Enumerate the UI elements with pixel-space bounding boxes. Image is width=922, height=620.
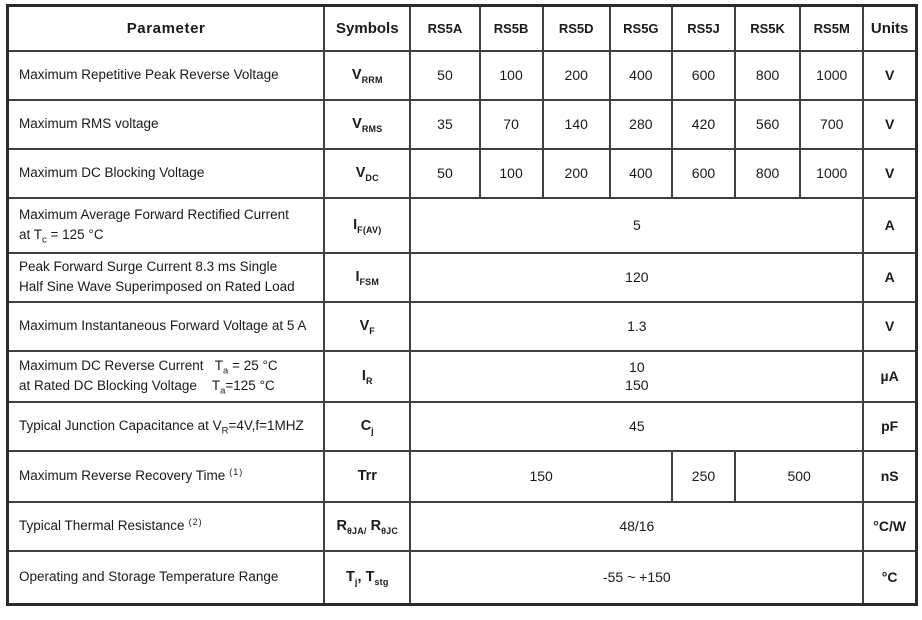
row-cj (8, 402, 917, 451)
value-cell: 600 (672, 51, 735, 100)
col-header-model-rs5m: RS5M (800, 6, 863, 51)
value-cell: 35 (410, 100, 479, 149)
value-cell: 70 (480, 100, 543, 149)
param-cell: Maximum DC Reverse Current $T_a = 25$ °C at Rated DC Blocking Voltage $T_a=125$ °C (8, 351, 325, 402)
row-ifsm (8, 253, 917, 302)
col-header-model-rs5k: RS5K (735, 6, 800, 51)
symbol-cell: $V_{DC}$ (324, 149, 410, 198)
unit-cell: µA (863, 351, 916, 402)
symbol-cell: $V_{RMS}$ (324, 100, 410, 149)
col-header-model-rs5b: RS5B (480, 6, 543, 51)
value-cell: 200 (543, 51, 610, 100)
value-cell: 50 (410, 51, 479, 100)
unit-cell: V (863, 302, 916, 351)
param-cell: Maximum Reverse Recovery Time $^{(1)}$ (8, 451, 325, 502)
value-cell-span: 5 (410, 198, 863, 253)
value-cell-span: 10 150 (410, 351, 863, 402)
value-cell: 400 (610, 149, 672, 198)
param-cell: Operating and Storage Temperature Range (8, 551, 325, 605)
param-cell: Typical Junction Capacitance at $V_R=4V,f=1MHZ$ (8, 402, 325, 451)
unit-cell: V (863, 100, 916, 149)
row-trr (8, 451, 917, 502)
value-cell-span: 45 (410, 402, 863, 451)
value-cell: 100 (480, 51, 543, 100)
value-cell: 250 (672, 451, 735, 502)
param-cell: Maximum RMS voltage (8, 100, 325, 149)
col-header-model-rs5a: RS5A (410, 6, 479, 51)
row-vf (8, 302, 917, 351)
value-cell-span: 120 (410, 253, 863, 302)
unit-cell: A (863, 198, 916, 253)
col-header-model-rs5g: RS5G (610, 6, 672, 51)
footnote-2-marker: (2) (188, 516, 203, 527)
symbol-cell: $C_j$ (324, 402, 410, 451)
unit-cell: °C/W (863, 502, 916, 551)
unit-cell: A (863, 253, 916, 302)
value-cell: 560 (735, 100, 800, 149)
param-cell: Maximum Average Forward Rectified Current at $T_c = 125$ °C (8, 198, 325, 253)
param-cell: Peak Forward Surge Current 8.3 ms Single Half Sine Wave Superimposed on Rated Load (8, 253, 325, 302)
col-header-units: Units (863, 6, 916, 51)
symbol-cell: $R_{\theta JA/}$ $R_{\theta JC}$ (324, 502, 410, 551)
col-header-parameter: Parameter (8, 6, 325, 51)
row-vrrm (8, 51, 917, 100)
value-cell: 100 (480, 149, 543, 198)
value-cell: 400 (610, 51, 672, 100)
footnote-1-marker: (1) (229, 466, 244, 477)
unit-cell: V (863, 51, 916, 100)
param-cell: Maximum Repetitive Peak Reverse Voltage (8, 51, 325, 100)
value-cell-span: 48/16 (410, 502, 863, 551)
unit-cell: pF (863, 402, 916, 451)
value-cell: 800 (735, 149, 800, 198)
symbol-cell: $I_R$ (324, 351, 410, 402)
unit-cell: nS (863, 451, 916, 502)
header-row (8, 6, 917, 51)
value-cell-span: 150 (410, 451, 672, 502)
symbol-cell: $I_{FSM}$ (324, 253, 410, 302)
row-rth (8, 502, 917, 551)
value-cell: 600 (672, 149, 735, 198)
row-vdc (8, 149, 917, 198)
value-cell: 1000 (800, 51, 863, 100)
symbol-cell: $V_{RRM}$ (324, 51, 410, 100)
value-cell: 200 (543, 149, 610, 198)
value-cell: 700 (800, 100, 863, 149)
col-header-model-rs5d: RS5D (543, 6, 610, 51)
value-cell-span: 500 (735, 451, 863, 502)
value-cell-span: -55 ~ +150 (410, 551, 863, 605)
symbol-cell: $T_j$, $T_{stg}$ (324, 551, 410, 605)
row-vrms (8, 100, 917, 149)
unit-cell: V (863, 149, 916, 198)
value-cell: 800 (735, 51, 800, 100)
value-cell: 420 (672, 100, 735, 149)
symbol-cell: $I_{F(AV)}$ (324, 198, 410, 253)
value-cell: 280 (610, 100, 672, 149)
param-cell: Typical Thermal Resistance $^{(2)}$ (8, 502, 325, 551)
col-header-symbols: Symbols (324, 6, 410, 51)
symbol-cell: Trr (324, 451, 410, 502)
value-cell: 1000 (800, 149, 863, 198)
maximum-ratings-table (6, 4, 918, 606)
row-temp (8, 551, 917, 605)
row-ifav (8, 198, 917, 253)
param-cell: Maximum Instantaneous Forward Voltage at 5 A (8, 302, 325, 351)
row-ir (8, 351, 917, 402)
param-cell: Maximum DC Blocking Voltage (8, 149, 325, 198)
value-cell: 50 (410, 149, 479, 198)
value-cell-span: 1.3 (410, 302, 863, 351)
value-cell: 140 (543, 100, 610, 149)
col-header-model-rs5j: RS5J (672, 6, 735, 51)
symbol-cell: $V_F$ (324, 302, 410, 351)
unit-cell: °C (863, 551, 916, 605)
